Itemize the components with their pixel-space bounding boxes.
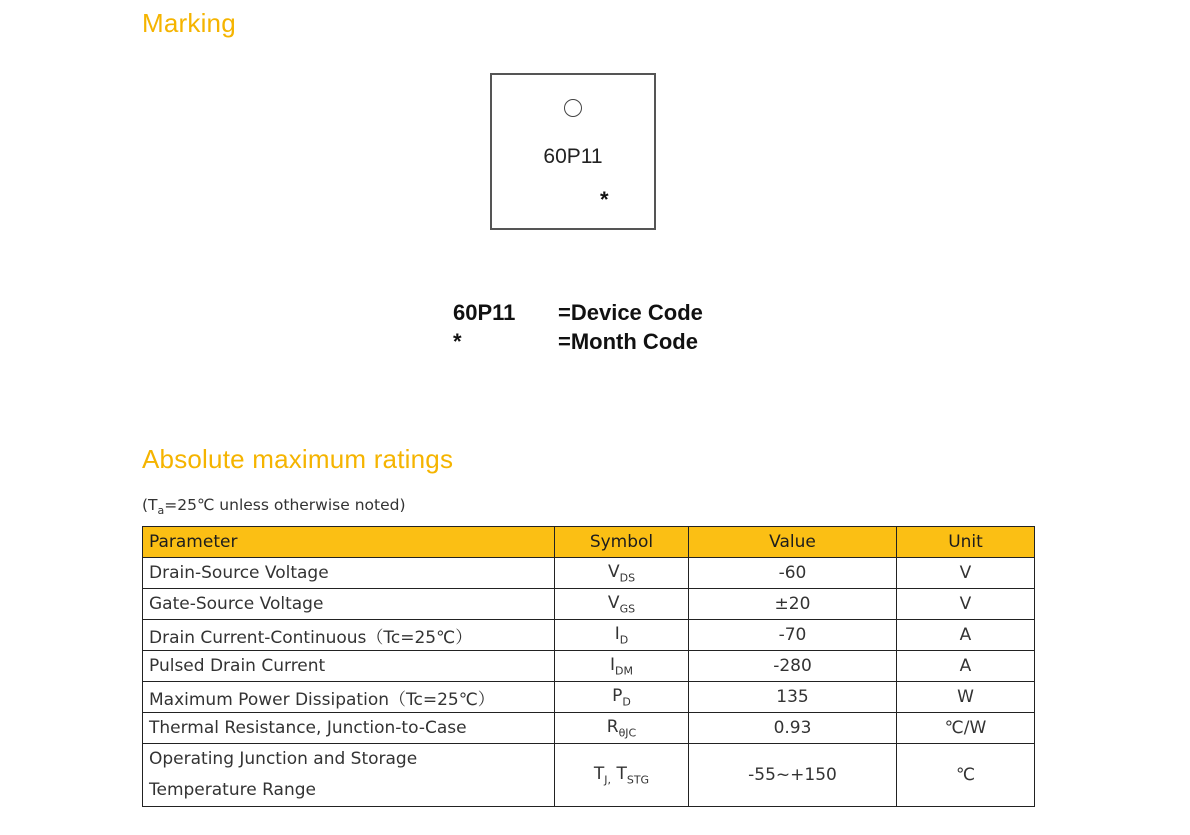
package-device-code: 60P11 [543, 145, 603, 168]
col-header-symbol: Symbol [555, 527, 689, 558]
cell-value: 0.93 [689, 713, 897, 744]
legend-key: 60P11 [453, 300, 516, 325]
cell-value: ±20 [689, 589, 897, 620]
cell-unit: ℃/W [897, 713, 1035, 744]
cell-symbol: $V_{GS}$ [555, 589, 689, 620]
cell-value: -70 [689, 620, 897, 651]
legend-description: =Month Code [558, 329, 698, 354]
package-marking-diagram [490, 73, 656, 230]
cell-parameter: Maximum Power Dissipation（Tc=25℃） [143, 682, 555, 713]
cell-symbol: $V_{DS}$ [555, 558, 689, 589]
cell-unit: A [897, 651, 1035, 682]
cell-unit: V [897, 558, 1035, 589]
col-header-unit: Unit [897, 527, 1035, 558]
cell-parameter: Operating Junction and Storage Temperature Range [143, 744, 555, 807]
cell-symbol: $I_{DM}$ [555, 651, 689, 682]
table-row [143, 589, 1035, 620]
legend-row-month [453, 327, 703, 356]
table-row [143, 620, 1035, 651]
package-month-code: * [600, 187, 609, 212]
pin1-indicator-icon [564, 99, 582, 117]
table-row [143, 651, 1035, 682]
cell-value: 135 [689, 682, 897, 713]
ratings-section-title: Absolute maximum ratings [142, 444, 454, 474]
cell-unit: ℃ [897, 744, 1035, 807]
marking-section-title: Marking [142, 8, 236, 38]
cell-value: -280 [689, 651, 897, 682]
cell-parameter: Pulsed Drain Current [143, 651, 555, 682]
test-conditions-note: ($T_a=25℃$ unless otherwise noted) [142, 496, 406, 518]
cell-value: -60 [689, 558, 897, 589]
col-header-parameter: Parameter [143, 527, 555, 558]
marking-legend [453, 298, 703, 356]
cell-value: -55~+150 [689, 744, 897, 807]
cell-symbol: $I_D$ [555, 620, 689, 651]
legend-row-device [453, 298, 703, 327]
cell-symbol: $T_{J,}$ $T_{STG}$ [555, 744, 689, 807]
table-row [143, 558, 1035, 589]
col-header-value: Value [689, 527, 897, 558]
legend-description: =Device Code [558, 300, 703, 325]
cell-parameter: Gate-Source Voltage [143, 589, 555, 620]
cell-symbol: $P_D$ [555, 682, 689, 713]
ratings-table [142, 526, 1035, 807]
table-row [143, 744, 1035, 807]
table-row [143, 713, 1035, 744]
cell-parameter: Thermal Resistance, Junction-to-Case [143, 713, 555, 744]
cell-parameter: Drain-Source Voltage [143, 558, 555, 589]
cell-parameter: Drain Current-Continuous（Tc=25℃） [143, 620, 555, 651]
cell-unit: A [897, 620, 1035, 651]
table-row [143, 682, 1035, 713]
legend-key: * [453, 329, 462, 354]
table-header-row [143, 527, 1035, 558]
cell-unit: W [897, 682, 1035, 713]
cell-symbol: $R_{\theta JC}$ [555, 713, 689, 744]
cell-unit: V [897, 589, 1035, 620]
